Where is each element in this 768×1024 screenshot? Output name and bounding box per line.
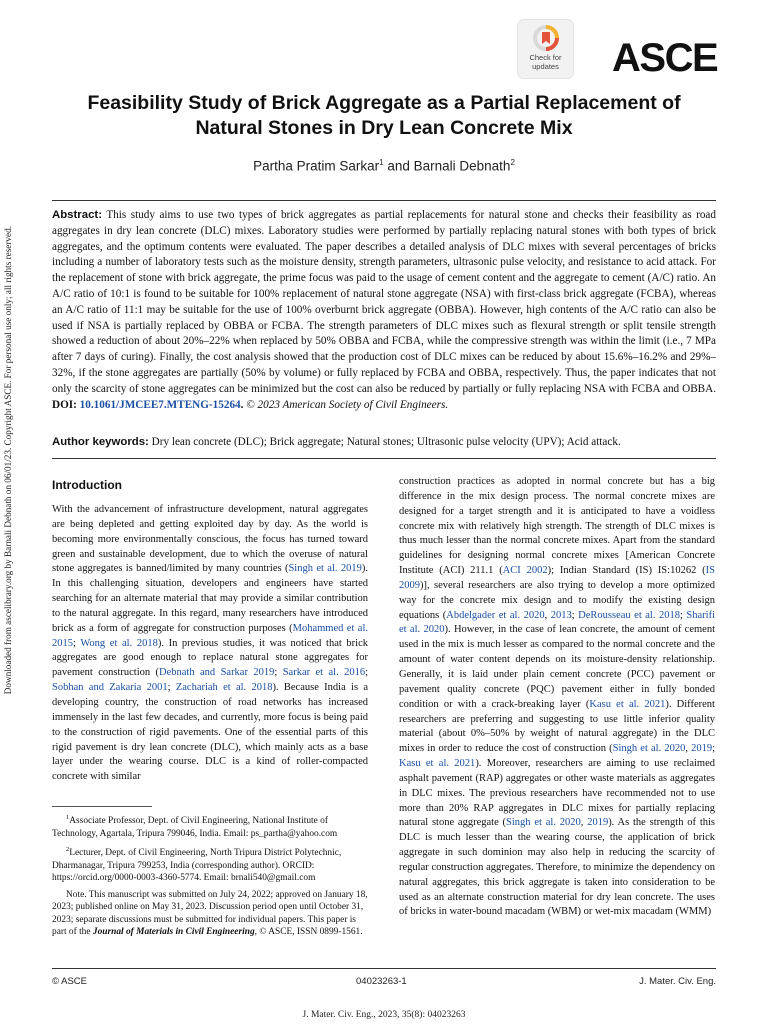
body-text: ). Because India is a developing country, the construction of road networks has increased immensely in the last few decades, and currently, more focus is being paid to the construction of rigid pavements. One of the essential parts of this rigid pavement is dry lean concrete (DLC), which mainly acts as a base layer under the wearing course. DLC is a kind of roller-compacted concrete with similar bbox=[52, 682, 368, 783]
submission-note bbox=[52, 889, 368, 939]
download-notice bbox=[0, 90, 16, 830]
intro-column-left bbox=[52, 503, 368, 785]
author-1-affiliation: 1 bbox=[379, 158, 384, 167]
submission-note-text: Note. This manuscript was submitted on July 24, 2022; approved on January 18, 2023; published online on May 31, 2023. Discussion period open until October 31, 2023; separate discussions must be submitted for individual papers. This paper is part of the bbox=[52, 889, 368, 938]
body-text: ; bbox=[571, 609, 579, 621]
keywords-label: Author keywords: bbox=[52, 436, 149, 448]
citation-link[interactable]: Sarkar et al. 2016 bbox=[282, 667, 366, 679]
footer-rule bbox=[52, 968, 716, 969]
journal-name: Journal of Materials in Civil Engineering bbox=[92, 927, 255, 938]
citation-link[interactable]: 2013 bbox=[550, 609, 572, 621]
check-for-updates-badge[interactable] bbox=[518, 20, 573, 78]
citation-link[interactable]: Zachariah et al. 2018 bbox=[175, 682, 273, 694]
section-heading-introduction: Introduction bbox=[52, 478, 122, 492]
citation-link[interactable]: DeRousseau et al. 2018 bbox=[578, 609, 680, 621]
body-text: , bbox=[580, 817, 588, 829]
submission-note-end: , © ASCE, ISSN 0899-1561. bbox=[254, 927, 363, 938]
citation-link[interactable]: ACI 2002 bbox=[502, 565, 548, 577]
body-text: ; bbox=[73, 637, 81, 649]
abstract-top-rule bbox=[52, 200, 716, 201]
citation-link[interactable]: Kasu et al. 2021 bbox=[589, 698, 666, 710]
body-text: ; bbox=[167, 682, 176, 694]
citation-link[interactable]: Abdelgader et al. 2020 bbox=[446, 609, 545, 621]
body-text: ). In this challenging situation, developers and engineers have started searching for an alternate material that may provide a similar contribution to the natural aggregate. In this regard, many researchers have introduced brick as a form of aggregate for construction purposes ( bbox=[52, 563, 368, 634]
citation-link[interactable]: Sobhan and Zakaria 2001 bbox=[52, 682, 168, 694]
footnote-2-marker: 2 bbox=[66, 846, 70, 854]
doi-link[interactable]: 10.1061/JMCEE7.MTENG-15264 bbox=[79, 398, 241, 411]
body-text: )], several researchers are also trying to develop a more optimized way for the concrete mix design and to modify the existing design equations ( bbox=[399, 579, 715, 621]
footnote-2-text: Lecturer, Dept. of Civil Engineering, North Tripura District Polytechnic, Dharmanagar, Tripura 799253, India (corresponding author). ORCID: https://orcid.org/0000-0003-4360-5774. Email: brnali540@gmail.com bbox=[52, 848, 342, 884]
keywords-bottom-rule bbox=[52, 458, 716, 459]
doi-label: DOI: bbox=[52, 398, 77, 411]
body-text: ). In previous studies, it was noticed that brick aggregates are good enough to replace natural stone aggregates for pavement construction ( bbox=[52, 637, 368, 679]
download-notice-text: Downloaded from ascelibrary.org by Barnali Debnath on 06/01/23. Copyright ASCE. For personal use only; all rights reserved. bbox=[3, 225, 13, 695]
citation-link[interactable]: Mohammed et al. 2015 bbox=[52, 622, 368, 649]
citation-link[interactable]: Singh et al. 2019 bbox=[288, 563, 362, 575]
footnote-1-text: Associate Professor, Dept. of Civil Engineering, National Institute of Technology, Agartala, Tripura 799046, India. Email: ps_partha@yahoo.com bbox=[52, 816, 338, 839]
article-title: Feasibility Study of Brick Aggregate as a Partial Replacement of Natural Stones in Dry Lean Concrete Mix bbox=[87, 92, 681, 139]
author-1: Partha Pratim Sarkar bbox=[253, 158, 380, 174]
intro-paragraph-left bbox=[52, 503, 368, 785]
citation-link[interactable]: 2019 bbox=[691, 743, 713, 755]
body-text: ; bbox=[712, 743, 716, 755]
body-text: ). However, in the case of lean concrete, the amount of cement used in the mix is much lesser as compared to the normal concrete and the amount of water content depends on its moisture-density relationship. Generally, it is laid under plain cement concrete (PCC) pavement or pavement quality concrete (PQC) pavement either in fully bonded condition or with a crack-breaking layer ( bbox=[399, 624, 716, 710]
body-text: With the advancement of infrastructure development, natural aggregates are being depleted and getting exploited day by day. As the world is becoming more environmentally conscious, the focus has turned toward green and sustainable development, due to which the overuse of natural stone aggregates is banned/limited by many countries ( bbox=[52, 504, 368, 575]
citation-link[interactable]: Singh et al. 2020 bbox=[612, 743, 686, 755]
author-2-affiliation: 2 bbox=[510, 158, 515, 167]
abstract bbox=[52, 208, 716, 413]
bookmark-ring-icon bbox=[533, 25, 559, 51]
citation-link[interactable]: Kasu et al. 2021 bbox=[399, 758, 476, 770]
asce-logo: ASCE bbox=[612, 36, 718, 80]
citation-link[interactable]: Singh et al. 2020 bbox=[506, 817, 581, 829]
abstract-text: This study aims to use two types of brick aggregates as partial replacements for natural stone and checks their feasibility as road aggregates in dry lean concrete (DLC) mixes. Laboratory studies were performed by partially replacing natural stones with both types of brick aggregates, and the optimum contents were evaluated. The paper describes a detailed analysis of DLC mixes with several percentages of bricks including a number of laboratory tests such as the moisture density, strength parameters, ultrasonic pulse velocity, and resistance to acid attack. For the replacement of stone with brick aggregate, the prime focus was paid to the usage of cement content and the aggregate to cement (A/C) ratio. An A/C ratio of 10:1 is found to be suitable for 100% replacement of natural stone aggregate (NSA) with first-class brick aggregate (FCBA), whereas an A/C ratio of 11:1 may be suitable for the use of 100% overburnt brick aggregate (OBBA). However, high contents of the A/C ratio can also be used if NSA is partially replaced by OBBA or FCBA. The strength parameters of DLC mixes such as flexural strength or split tensile strength showed a reduction of about 20%–22% when replaced by 50% OBBA and FCBA, while the compressive strength was within the limit (i.e., 7 MPa after 7 days of curing). Finally, the cost analysis showed that the production cost of DLC mixes can be reduced by about 15.6%–16.2% and 29%–32%, if the stone aggregates are partially (50% by volume) or fully replaced by FCBA and OBBA, respectively. Thus, the paper indicates that not only the scarcity of stone aggregates can be minimized but the cost can also be reduced by partially or fully replacing NSA with FCBA and OBBA. bbox=[52, 209, 716, 395]
body-text: ). Moreover, researchers are aiming to use reclaimed asphalt pavement (RAP) aggregates or other waste materials as aggregates in DLC mixes. The previous researchers have recommended not to use more than 20% RAP aggregates in DLC mixes for partially replacing natural stone aggregate ( bbox=[399, 758, 715, 829]
author-joiner: and bbox=[383, 158, 414, 174]
citation-link[interactable]: 2019 bbox=[587, 817, 609, 829]
body-text: ); Indian Standard (IS) IS:10262 ( bbox=[547, 565, 706, 577]
body-text: ). Different researchers are preferring and suggesting to use little inferior quality material (about 0%–50% by weight of natural aggregate) in the DLC mixes in order to reduce the cost of construction ( bbox=[399, 698, 715, 755]
body-text: , bbox=[685, 743, 692, 755]
citation-link[interactable]: Debnath and Sarkar 2019 bbox=[159, 667, 275, 679]
footnote-1 bbox=[52, 812, 368, 840]
footer-citation: J. Mater. Civ. Eng., 2023, 35(8): 04023263 bbox=[302, 1010, 466, 1020]
footnotes bbox=[52, 812, 368, 943]
body-text: ; bbox=[679, 609, 687, 621]
footer-journal: J. Mater. Civ. Eng. bbox=[639, 976, 716, 987]
footnote-2 bbox=[52, 844, 368, 885]
body-text: , bbox=[544, 609, 551, 621]
keywords-text: Dry lean concrete (DLC); Brick aggregate; Natural stones; Ultrasonic pulse velocity (UPV); Acid attack. bbox=[148, 436, 621, 448]
author-2: Barnali Debnath bbox=[413, 158, 511, 174]
body-text: ; bbox=[365, 667, 369, 679]
intro-column-right bbox=[399, 475, 715, 920]
intro-paragraph-right bbox=[399, 475, 715, 920]
abstract-label: Abstract: bbox=[52, 209, 103, 221]
body-text: construction practices as adopted in normal concrete but has a big difference in the mix design process. The normal concrete mixes are designed for a target strength and it is anticipated to have a voidless concrete mix with relatively high strength. The strength of DLC mixes is thus much lesser than the normal concrete mixes. Apart from the standard guidelines for designing normal concrete mixes [American Concrete Institute (ACI) 211.1 ( bbox=[399, 476, 715, 577]
footer-copyright: © ASCE bbox=[52, 976, 87, 987]
footnote-rule bbox=[52, 806, 152, 807]
doi-end: . bbox=[240, 398, 244, 411]
footer-page-id: 04023263-1 bbox=[356, 976, 407, 987]
author-line bbox=[52, 158, 716, 174]
body-text: ; bbox=[274, 667, 283, 679]
check-for-updates-label: Check for updates bbox=[529, 53, 562, 71]
citation-link[interactable]: Sharifi et al. 2020 bbox=[399, 609, 715, 636]
citation-link[interactable]: Wong et al. 2018 bbox=[80, 637, 158, 649]
author-keywords bbox=[52, 435, 716, 450]
body-text: ). As the strength of this DLC is much lesser than the wearing course, the application of brick aggregate in such dominion may also help in reducing the scarcity of regular construction aggregates. Therefore, to minimize the dependency on natural aggregates, this brick aggregate is taken into consideration to be used as an alternate construction material for dry lean concrete. The uses of bricks in water-bound macadam (WBM) or wet-mix macadam (WMM) bbox=[399, 817, 715, 918]
footnote-1-marker: 1 bbox=[66, 814, 70, 821]
citation-link[interactable]: IS 2009 bbox=[399, 565, 715, 591]
abstract-copyright: © 2023 American Society of Civil Engineers. bbox=[246, 398, 449, 411]
